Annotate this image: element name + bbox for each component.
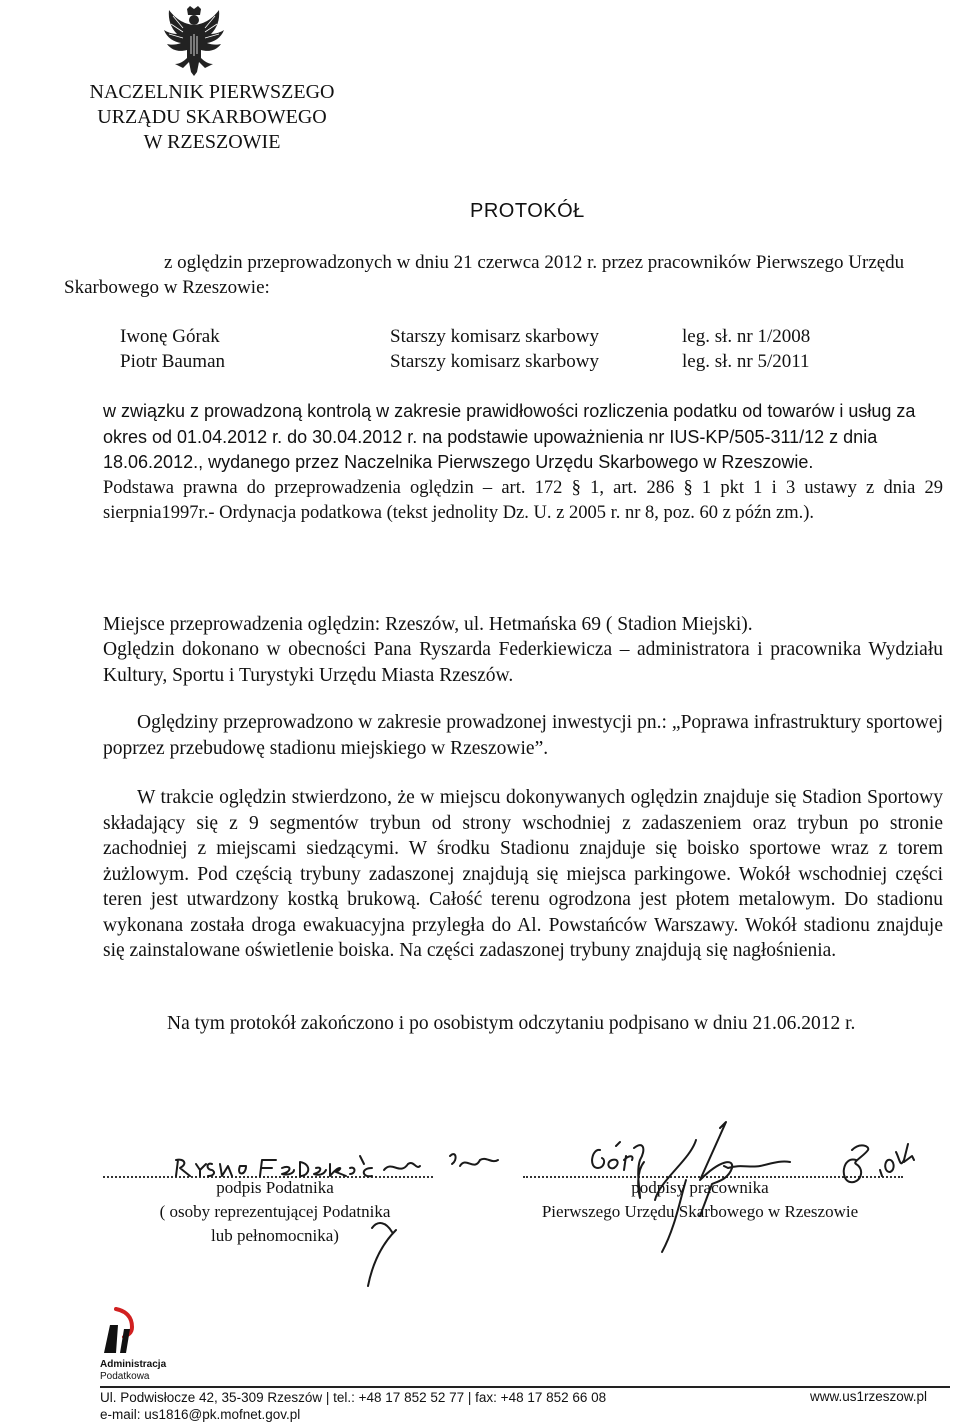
officers-signature-caption bbox=[490, 1176, 910, 1224]
inspection-place: Miejsce przeprowadzenia oględzin: Rzeszów, ul. Hetmańska 69 ( Stadion Miejski). bbox=[103, 614, 753, 635]
inspection-presence: Oględzin dokonano w obecności Pana Ryszarda Federkiewicza – administratora i pracownika Wydziału Kultury, Sportu i Turystyki Urzędu Miasta Rzeszów. bbox=[103, 639, 943, 686]
logo-line-1: Administracja bbox=[100, 1359, 167, 1370]
document-title: PROTOKÓŁ bbox=[470, 200, 585, 222]
office-line-3: W RZESZOWIE bbox=[143, 131, 281, 153]
caption-line: Pierwszego Urzędu Skarbowego w Rzeszowie bbox=[541, 1202, 859, 1221]
office-line-2: URZĄDU SKARBOWEGO bbox=[97, 106, 327, 128]
footer-address: Ul. Podwisłocze 42, 35-309 Rzeszów bbox=[100, 1390, 323, 1405]
basis-authorization: w związku z prowadzoną kontrolą w zakresie prawidłowości rozliczenia podatku od towarów i usług za okres od 01.04.2012 r. do 30.04.2012 r. na podstawie upoważnienia nr IUS-KP/505-311/12 z dnia 18.06.2012., wydanego przez Naczelnika Pierwszego Urzędu Skarbowego w Rzeszowie. bbox=[103, 401, 916, 472]
taxpayer-signature-caption bbox=[150, 1176, 400, 1248]
logo-line-2: Podatkowa bbox=[100, 1371, 150, 1382]
inspection-basis bbox=[103, 399, 943, 527]
footer-fax: fax: +48 17 852 66 08 bbox=[475, 1390, 607, 1405]
issuing-office bbox=[62, 80, 362, 155]
inspector-2-name: Piotr Bauman bbox=[120, 351, 226, 372]
inspector-2-role: Starszy komisarz skarbowy bbox=[390, 351, 599, 372]
footer-website[interactable]: www.us1rzeszow.pl bbox=[810, 1389, 928, 1404]
footer-email: e-mail: us1816@pk.mofnet.gov.pl bbox=[100, 1407, 301, 1422]
basis-legal: Podstawa prawna do przeprowadzenia oględzin – art. 172 § 1, art. 286 § 1 pkt 1 i 3 ustawy z dnia 29 sierpnia1997r.- Ordynacja podatkowa (tekst jednolity Dz. U. z 2005 r. nr 8, poz. 60 z późn zm.). bbox=[103, 477, 943, 523]
office-line-1: NACZELNIK PIERWSZEGO bbox=[89, 81, 335, 103]
intro-paragraph: z oględzin przeprowadzonych w dniu 21 czerwca 2012 r. przez pracowników Pierwszego Urzędu Skarbowego w Rzeszowie: bbox=[64, 252, 905, 298]
footer-tel: tel.: +48 17 852 52 77 bbox=[333, 1390, 465, 1405]
closing-statement: Na tym protokół zakończono i po osobistym odczytaniu podpisano w dniu 21.06.2012 r. bbox=[167, 1013, 856, 1034]
footer-divider bbox=[100, 1386, 950, 1388]
inspection-findings: W trakcie oględzin stwierdzono, że w miejscu dokonywanych oględzin znajduje się Stadion Sportowy składający się z 9 segmentów trybun od strony wschodniej z zadaszeniem oraz trybun po stronie zachodniej z miejscami siedzącymi. W środku Stadionu znajduje się boisko sportowe wraz z torem żużlowym. Pod częścią trybuny zadaszonej znajdują się miejsca parkingowe. Wokół wschodniej części teren jest utwardzony kostką brukową. Całość terenu ogrodzona jest płotem metalowym. Do stadionu wykonana została droga ewakuacyjna przyległa do Al. Powstańców Warszawy. Wokół stadionu znajduje się zainstalowane oświetlenie boiska. Na części zadaszonej trybuny znajdują się nagłośnienia. bbox=[103, 787, 943, 961]
footer-separator: | bbox=[325, 1390, 334, 1405]
inspector-1-name: Iwonę Górak bbox=[120, 326, 220, 347]
caption-line: podpis Podatnika bbox=[216, 1178, 334, 1197]
footer-contact bbox=[100, 1389, 606, 1406]
inspector-1-id: leg. sł. nr 1/2008 bbox=[682, 326, 811, 347]
caption-line: podpisy pracownika bbox=[631, 1178, 769, 1197]
inspector-1-role: Starszy komisarz skarbowy bbox=[390, 326, 599, 347]
inspector-2-id: leg. sł. nr 5/2011 bbox=[682, 351, 810, 372]
polish-eagle-emblem-icon bbox=[163, 6, 225, 76]
logo-caption bbox=[100, 1359, 166, 1383]
inspection-scope: Oględziny przeprowadzono w zakresie prowadzonej inwestycji pn.: „Poprawa infrastruktury sportowej poprzez przebudowę stadionu miejskiego w Rzeszowie”. bbox=[103, 712, 943, 759]
tax-administration-logo-icon bbox=[100, 1305, 140, 1355]
caption-line: lub pełnomocnika) bbox=[211, 1226, 339, 1245]
footer-separator: | bbox=[467, 1390, 476, 1405]
caption-line: ( osoby reprezentującej Podatnika bbox=[159, 1202, 391, 1221]
